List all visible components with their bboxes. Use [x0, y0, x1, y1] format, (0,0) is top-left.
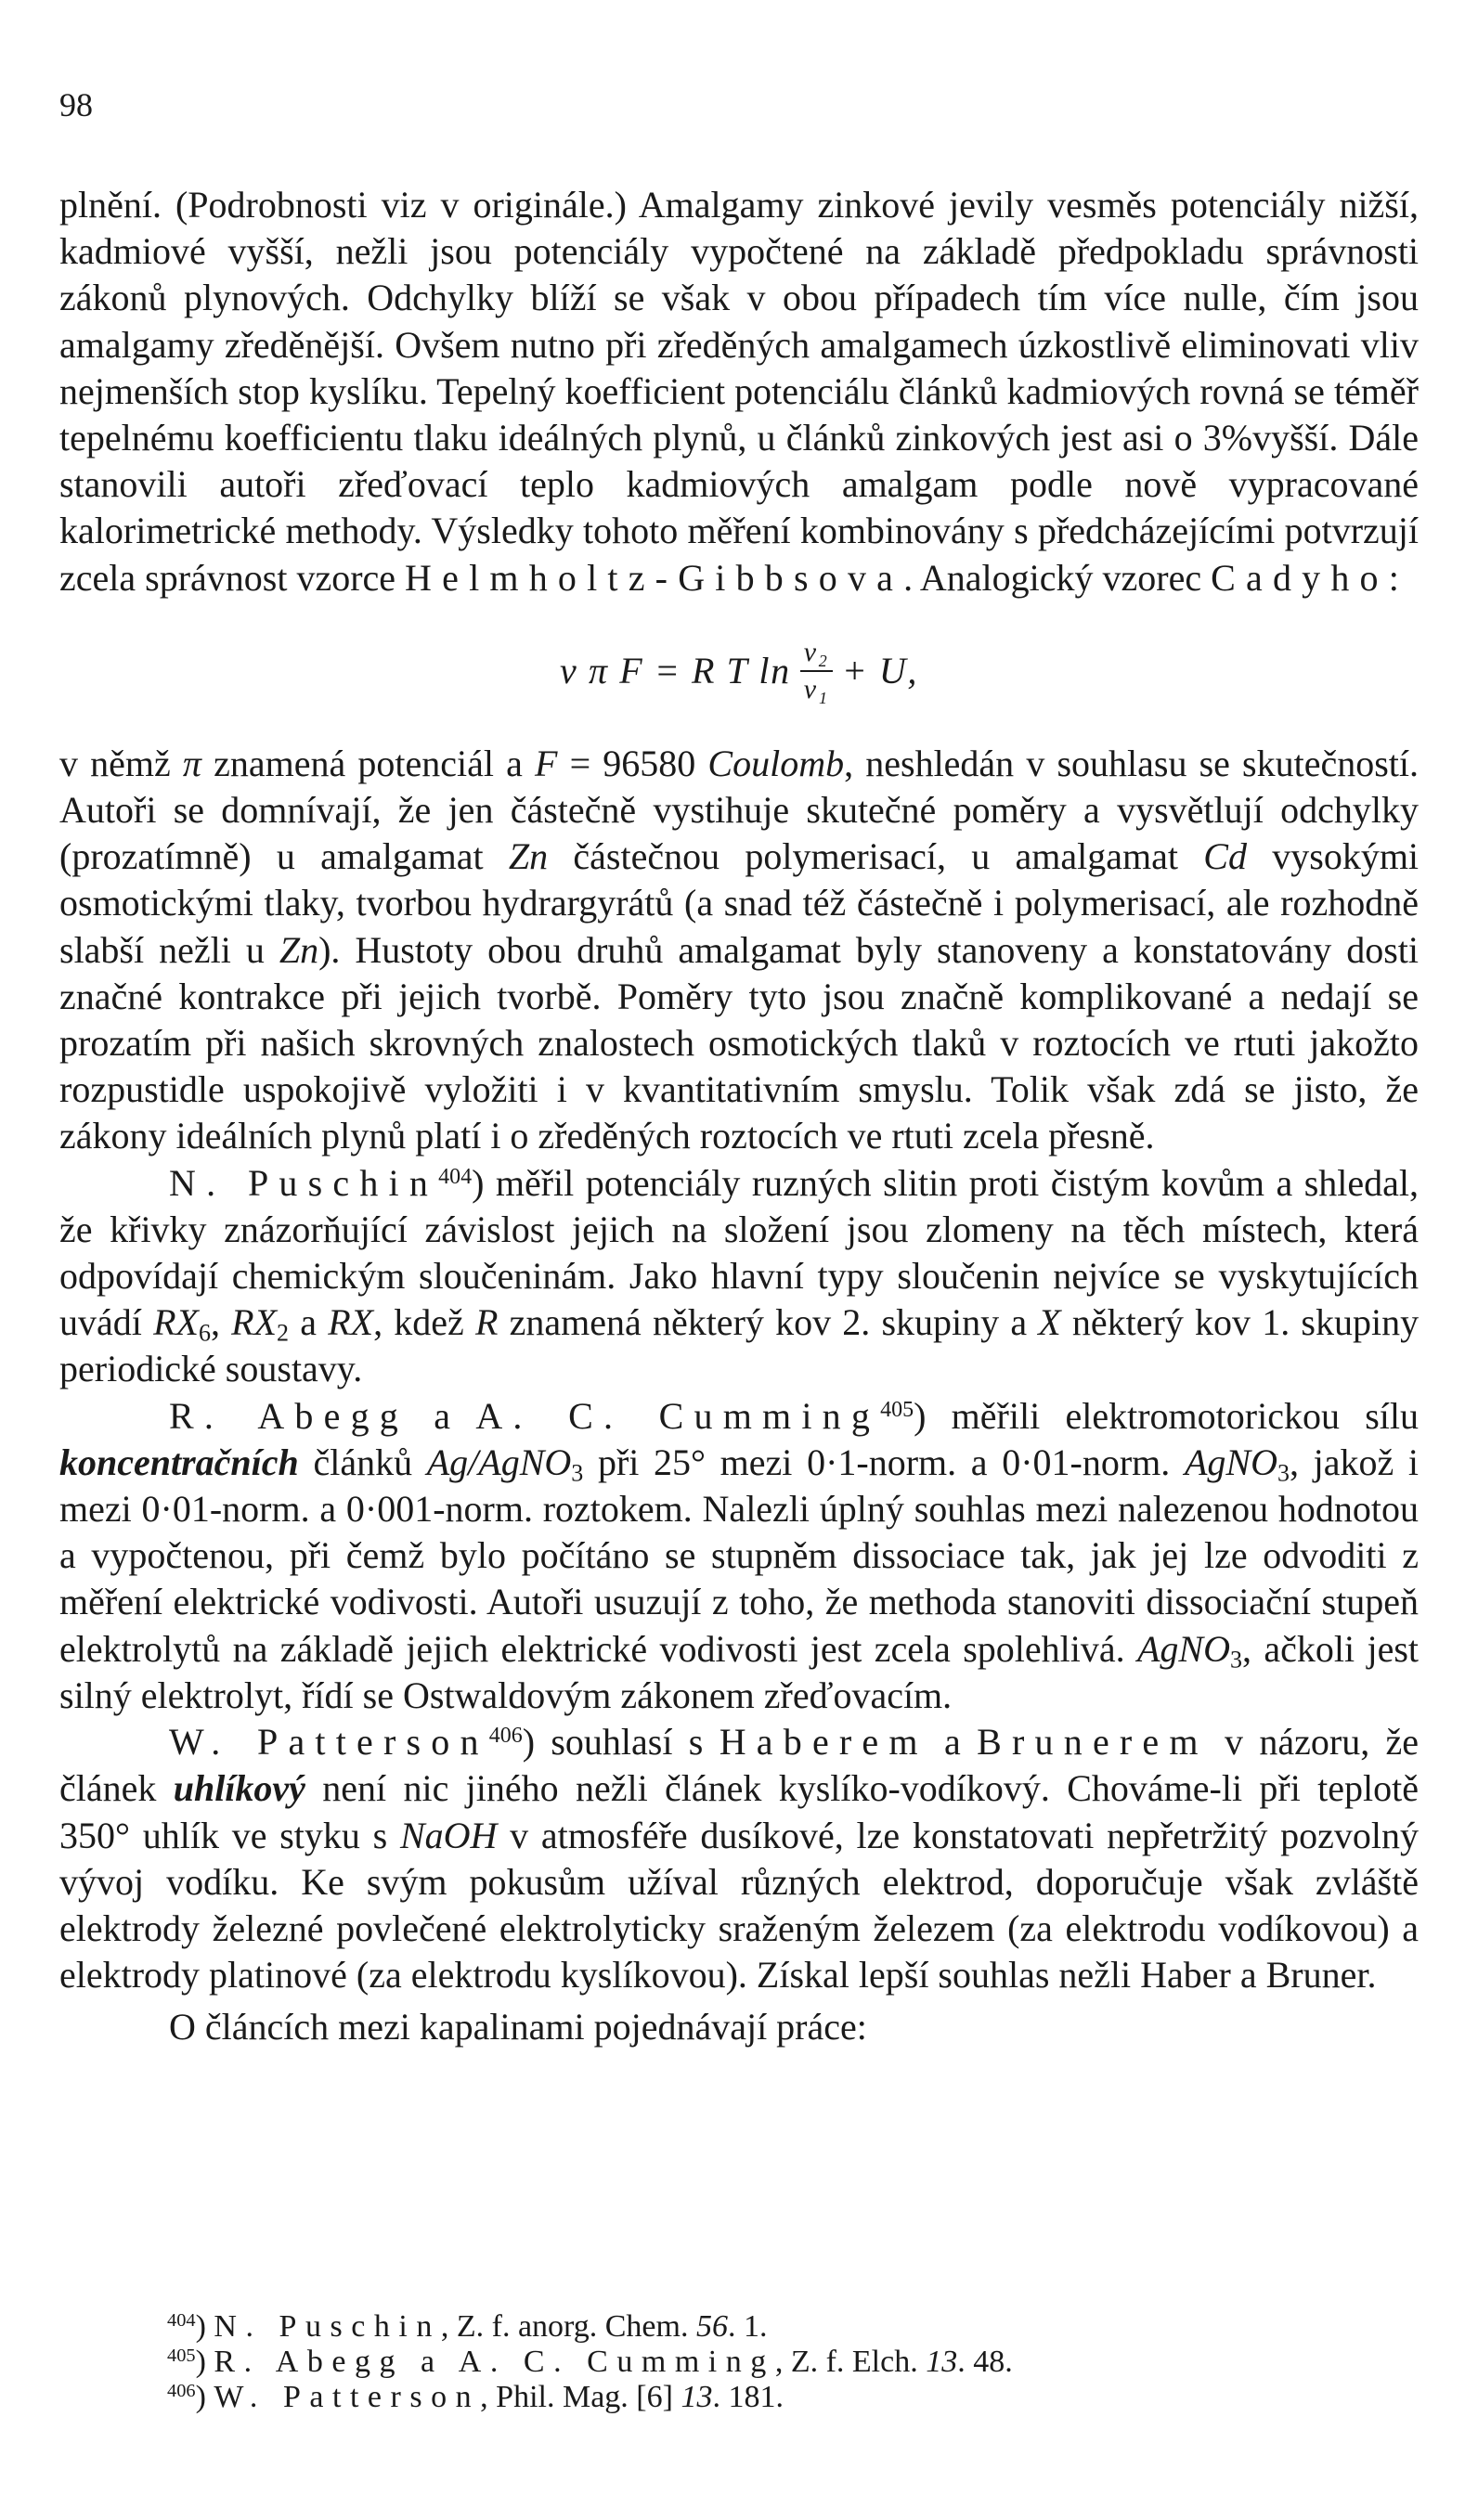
p4-agno2-sub: 3 [1230, 1646, 1242, 1674]
p3-b: , kdež [373, 1301, 464, 1344]
footnote-author: R. Abegg a A. C. Cumming [214, 2345, 775, 2379]
p4-ag: Ag/AgNO [426, 1441, 572, 1483]
formula-left: v π F = R T ln [560, 649, 791, 691]
p3-rx2: RX [231, 1301, 278, 1344]
formula [59, 601, 1419, 741]
footnote-ref-404: 404 [438, 1164, 473, 1189]
p2-zn2: Zn [279, 928, 319, 971]
footnote-406: $^{406}$) W. Patterson, Phil. Mag. [6] 13. 181. [167, 2380, 784, 2414]
formula-fraction [800, 635, 833, 707]
p2-g: ). Hustoty obou druhů amalgamat byly stanoveny a konstatovány dosti značné kontrakce při jejich tvorbě. Poměry tyto jsou značně komplikované a nedají se prozatím při našich skrovných znalostech osmotických tlaků v roztocích ve rtuti jakožto rozpustidle uspokojivě vyložiti i v kvantitativním smyslu. Tolik však zdá se jisto, že zákony ideálních plynů platí i o zředěných roztocích ve rtuti zcela přesně. [59, 928, 1419, 1157]
name-haber: Haberem [719, 1721, 928, 1764]
p3-c: znamená některý kov 2. skupiny a [509, 1301, 1028, 1344]
page-number: 98 [59, 86, 93, 123]
footnote-source: , Z. f. anorg. Chem. [440, 2309, 689, 2344]
footnote-num: 404 [167, 2309, 196, 2331]
paragraph-2 [59, 741, 1419, 1160]
p5-uhl: uhlíkový [173, 1767, 305, 1810]
p5-a: ) souhlasí s [522, 1721, 704, 1764]
footnote-405: $^{405}$) R. Abegg a A. C. Cumming, Z. f. Elch. 13. 48. [167, 2345, 1013, 2379]
p4-d: při 25° mezi 0·1-norm. a 0·01-norm. [597, 1441, 1171, 1483]
p2-zn1: Zn [508, 835, 549, 878]
name-abegg: R. Abegg [169, 1394, 408, 1437]
p2-b: znamená potenciál a [214, 742, 523, 784]
p2-a: v němž [59, 742, 171, 784]
footnote-source: , Phil. Mag. [6] [480, 2380, 673, 2414]
footnote-author: W. Patterson [214, 2380, 481, 2414]
footnote-source: , Z. f. Elch. [774, 2345, 918, 2379]
footnote-volume: 56 [695, 2309, 728, 2344]
name-bruner: Brunerem [977, 1721, 1209, 1764]
p5-e: v atmosféře dusíkové, lze konstatovati nepřetržitý pozvolný vývoj vodíku. Ke svým pokusům užíval různých elektrod, doporučuje však zvláště elektrody železné povlečené elektrolyticky sraženým železem (za elektrodu vodíkovou) a elektrody platinové (za elektrodu kyslíkovou). Získal lepší souhlas nežli Haber a Bruner. [59, 1814, 1420, 1997]
p3-x: X [1038, 1301, 1061, 1344]
p4-e: , jakož i mezi 0·01-norm. a 0·001-norm. roztokem. Nalezli úplný souhlas mezi nalezenou hodnotou a vypočtenou, při čemž bylo počítáno se stupněm dissociace tak, jak jej lze odvoditi z měření elektrické vodivosti. Autoři usuzují z toho, že methoda stanoviti dissociační stupeň elektrolytů na základě jejich elektrické vodivosti jest zcela spolehlivá. [59, 1441, 1419, 1670]
p4-agno-sub: 3 [1277, 1459, 1290, 1487]
main-text [59, 182, 1419, 2051]
p2-c: = 96580 [569, 742, 696, 784]
p3-r: R [474, 1301, 499, 1344]
name-patterson: W. Patterson [169, 1721, 489, 1764]
footnote-ref-406: 406 [488, 1723, 523, 1748]
p2-e: částečnou polymerisací, u amalgamat [573, 835, 1178, 878]
paragraph-6: O článcích mezi kapalinami pojednávají práce: [169, 2006, 867, 2048]
p3-rx6-sub: 6 [198, 1319, 211, 1347]
p3-rx2-sub: 2 [277, 1319, 290, 1347]
footnote-num: 405 [167, 2345, 196, 2366]
p5-naoh: NaOH [399, 1814, 498, 1856]
p3-a: ) měřil potenciály ruzných slitin proti čistým kovům a shledal, že křivky znázorňující závislost jejich na složení jsou zlomeny na těch místech, která odpovídají chemickým sloučeninám. Jako hlavní typy sloučenin nejvíce se vyskytujících uvádí [59, 1161, 1419, 1344]
paragraph-4 [59, 1393, 1419, 1719]
name-helmholtz-gibbs: Helmholtz-Gibbsova [405, 556, 904, 599]
formula-numerator: v₂ [800, 635, 833, 672]
footnote-author: N. Puschin [214, 2309, 441, 2344]
p5-b: a [944, 1721, 961, 1764]
p2-cd: Cd [1203, 835, 1247, 878]
p3-rx6: RX [153, 1301, 199, 1344]
p4-agno: AgNO [1184, 1441, 1277, 1483]
p2-d: , neshledán v souhlasu se skutečností. Autoři se domnívají, že jen částečně vystihuje skutečné poměry a vysvětlují odchylky (prozatímně) u amalgamat [59, 742, 1420, 878]
p4-f: , ačkoli jest silný elektrolyt, řídí se Ostwaldovým zákonem zřeďovacím. [59, 1627, 1420, 1716]
paragraph-1 [59, 182, 1419, 601]
p3-d: některý kov 1. skupiny periodické soustavy. [59, 1301, 1420, 1390]
name-cumming: A. C. Cumming [475, 1394, 881, 1437]
p3-sep1: , [210, 1301, 220, 1344]
p4-konc: koncentračních [59, 1441, 299, 1483]
footnotes [167, 2309, 1374, 2415]
p1-colon: : [1388, 556, 1399, 599]
p1-text: plnění. (Podrobnosti viz v originále.) Amalgamy zinkové jevily vesměs potenciály nižší, kadmiové vyšší, nežli jsou potenciály vypočtené na základě předpokladu správnosti zákonů plynových. Odchylky blíží se však v obou případech tím více nulle, čím jsou amalgamy zředěnější. Ovšem nutno při zředěných amalgamech úzkostlivě eliminovati vliv nejmenších stop kyslíku. Tepelný koefficient potenciálu článků kadmiových rovná se téměř tepelnému koefficientu tlaku ideálných plynů, u článků zinkových jest asi o 3%vyšší. Dále stanovili autoři zřeďovací teplo kadmiových amalgam podle nově vypracované kalorimetrické methody. Výsledky tohoto měření kombinovány s předcházejícími potvrzují zcela správnost vzorce [59, 184, 1419, 599]
paragraph-5 [59, 1719, 1419, 1998]
footnote-num: 406 [167, 2380, 196, 2401]
p5-d: není nic jiného nežli článek kyslíko-vodíkový. Chováme-li při teplotě 350° uhlík ve styku s [59, 1767, 1420, 1856]
name-puschin: N. Puschin [169, 1161, 439, 1204]
footnote-volume: 13 [926, 2345, 958, 2379]
p4-a: a [434, 1394, 451, 1437]
footnote-page: . 1. [727, 2309, 768, 2344]
p4-b: ) měřili elektromotorickou sílu [914, 1394, 1420, 1437]
p4-agno2: AgNO [1137, 1627, 1230, 1670]
p3-and: a [300, 1301, 317, 1344]
p4-c: článků [313, 1441, 413, 1483]
footnote-ref-405: 405 [880, 1397, 914, 1422]
p1-analog: . Analogický vzorec [903, 556, 1202, 599]
p2-F: F [535, 742, 558, 784]
paragraph-3 [59, 1160, 1419, 1393]
formula-right: + U, [841, 649, 918, 691]
footnote-page: . 181. [712, 2380, 784, 2414]
footnote-volume: 13 [681, 2380, 713, 2414]
footnote-page: . 48. [957, 2345, 1013, 2379]
p4-ag-sub: 3 [571, 1459, 584, 1487]
formula-denominator: v₁ [803, 673, 829, 704]
p3-rx: RX [328, 1301, 374, 1344]
name-cady: Cadyho [1211, 556, 1389, 599]
p2-coulomb: Coulomb [707, 742, 845, 784]
p2-pi: π [182, 742, 201, 784]
p2-f: vysokými osmotickými tlaky, tvorbou hydrargyrátů (a snad též částečně i polymerisací, ale rozhodně slabší nežli u [59, 835, 1420, 971]
p5-c: v názoru, že článek [59, 1721, 1420, 1810]
footnote-404: $^{404}$) N. Puschin, Z. f. anorg. Chem. 56. 1. [167, 2309, 768, 2344]
